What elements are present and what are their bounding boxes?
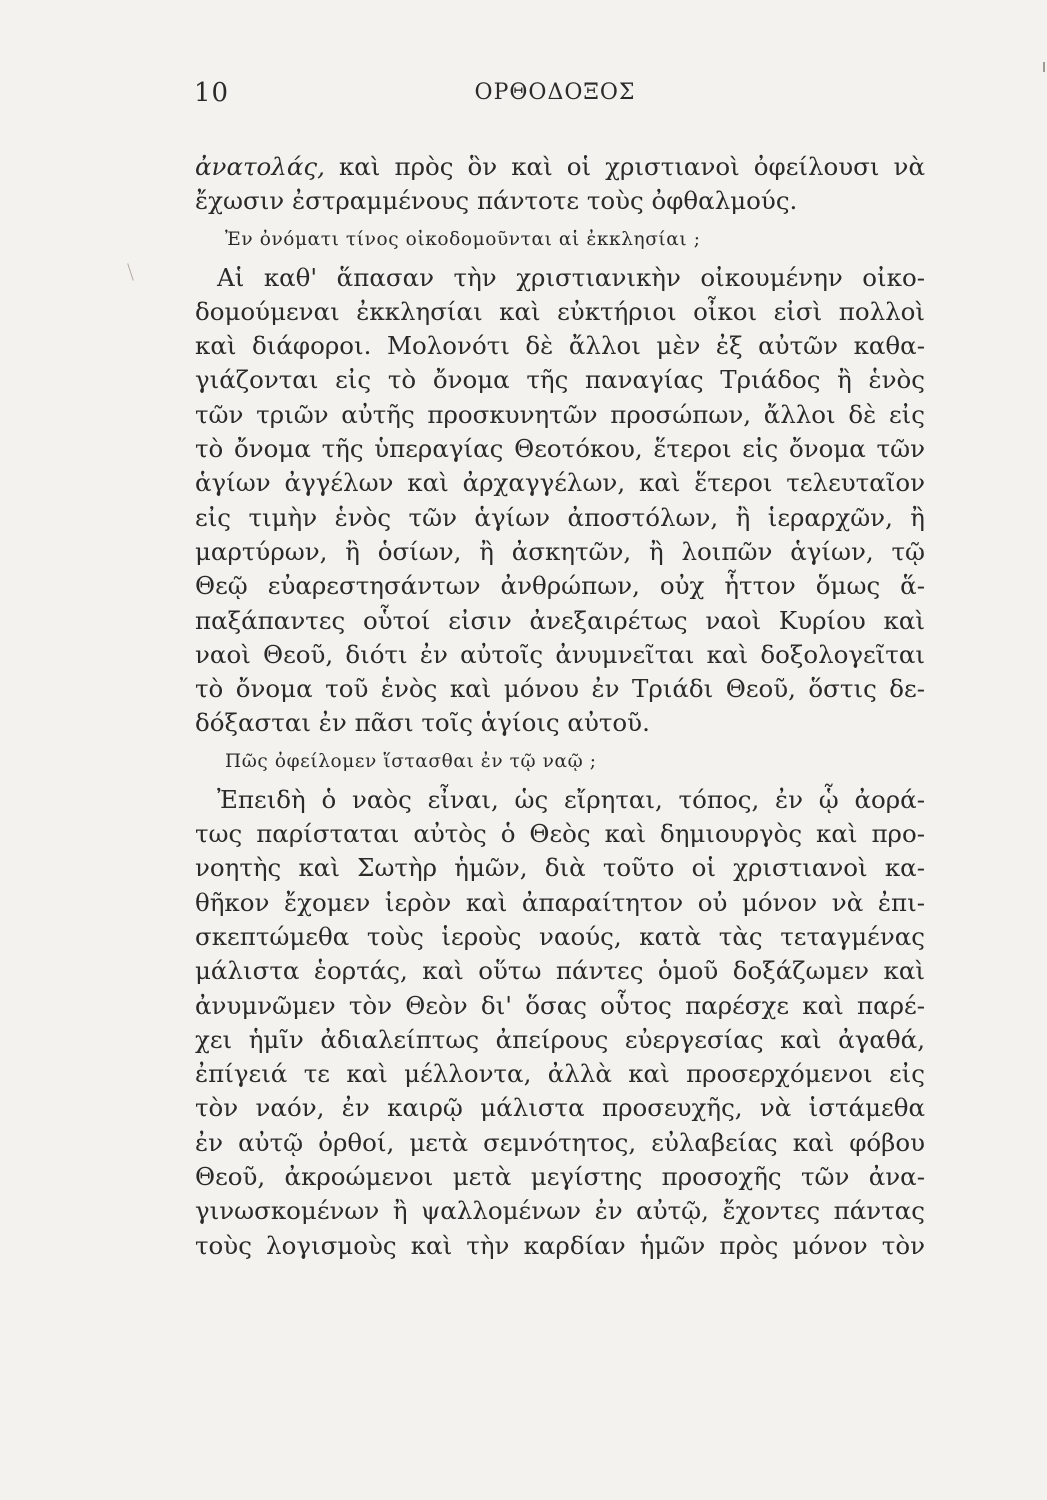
text-line: τὸν ναόν, ἐν καιρῷ μάλιστα προσευχῆς, νὰ ἱστάμεθα [195, 1093, 925, 1123]
page-number: 10 [194, 78, 230, 108]
running-head [190, 78, 920, 118]
text-line: χει ἡμῖν ἀδιαλείπτως ἀπείρους εὐεργεσίας καὶ ἀγαθά, [195, 1024, 925, 1054]
text-line: τὸ ὄνομα τῆς ὑπεραγίας Θεοτόκου, ἕτεροι εἰς ὄνομα τῶν [195, 434, 925, 464]
text-line [195, 150, 925, 184]
text-line: τῶν τριῶν αὐτῆς προσκυνητῶν προσώπων, ἄλλοι δὲ εἰς [195, 399, 925, 429]
text-line: τὸ ὄνομα τοῦ ἑνὸς καὶ μόνου ἐν Τριάδι Θεοῦ, ὅστις δε- [195, 674, 925, 704]
text-line: μαρτύρων, ἢ ὁσίων, ἢ ἀσκητῶν, ἢ λοιπῶν ἁγίων, τῷ [195, 536, 925, 566]
paragraph-first-line: Ἐπειδὴ ὁ ναὸς εἶναι, ὡς εἴρηται, τόπος, ἐν ᾧ ἀορά- [217, 784, 925, 814]
text-line: τοὺς λογισμοὺς καὶ τὴν καρδίαν ἡμῶν πρὸς μόνον τὸν [195, 1230, 925, 1260]
text-line: Θεοῦ, ἀκροώμενοι μετὰ μεγίστης προσοχῆς τῶν ἀνα- [195, 1162, 925, 1192]
text-line: σκεπτώμεθα τοὺς ἱεροὺς ναούς, κατὰ τὰς τεταγμένας [195, 921, 925, 951]
text-line: ἁγίων ἀγγέλων καὶ ἀρχαγγέλων, καὶ ἕτεροι τελευταῖον [195, 468, 925, 498]
edge-mark [1043, 62, 1045, 72]
text-line: γινωσκομένων ἢ ψαλλομένων ἐν αὐτῷ, ἔχοντες πάντας [195, 1196, 925, 1226]
body-text [195, 150, 925, 1263]
line-remainder: καὶ πρὸς ὃν καὶ οἱ χριστιανοὶ ὀφείλουσι νὰ [338, 152, 925, 181]
text-line: δομούμεναι ἐκκλησίαι καὶ εὐκτήριοι οἶκοι εἰσὶ πολλοὶ [195, 296, 925, 326]
text-line: ἐν αὐτῷ ὀρθοί, μετὰ σεμνότητος, εὐλαβείας καὶ φόβου [195, 1127, 925, 1157]
text-line: ναοὶ Θεοῦ, διότι ἐν αὐτοῖς ἀνυμνεῖται καὶ δοξολογεῖται [195, 639, 925, 669]
text-line: ἔχωσιν ἐστραμμένους πάντοτε τοὺς ὀφθαλμούς. [195, 186, 798, 216]
italic-word: ἀνατολάς, [195, 152, 325, 181]
text-line: δόξασται ἐν πᾶσι τοῖς ἁγίοις αὐτοῦ. [195, 708, 650, 738]
text-line: μάλιστα ἑορτάς, καὶ οὕτω πάντες ὁμοῦ δοξάζωμεν καὶ [195, 956, 925, 986]
text-line: εἰς τιμὴν ἑνὸς τῶν ἁγίων ἀποστόλων, ἢ ἱεραρχῶν, ἢ [195, 502, 925, 532]
text-line: καὶ διάφοροι. Μολονότι δὲ ἄλλοι μὲν ἐξ αὐτῶν καθα- [195, 331, 925, 361]
question-heading: Πῶς ὀφείλομεν ἵστασθαι ἐν τῷ ναῷ ; [225, 750, 597, 772]
text-line: ἀνυμνῶμεν τὸν Θεὸν δι' ὅσας οὗτος παρέσχε καὶ παρέ- [195, 990, 925, 1020]
text-line: τως παρίσταται αὐτὸς ὁ Θεὸς καὶ δημιουργὸς καὶ προ- [195, 819, 925, 849]
text-line: Θεῷ εὐαρεστησάντων ἀνθρώπων, οὐχ ἧττον ὅμως ἅ- [195, 571, 925, 601]
question-heading: Ἐν ὀνόματι τίνος οἰκοδομοῦνται αἱ ἐκκλησίαι ; [225, 228, 701, 250]
text-line: ἐπίγειά τε καὶ μέλλοντα, ἀλλὰ καὶ προσερχόμενοι εἰς [195, 1059, 925, 1089]
text-line: γιάζονται εἰς τὸ ὄνομα τῆς παναγίας Τριάδος ἢ ἑνὸς [195, 365, 925, 395]
text-line: νοητὴς καὶ Σωτὴρ ἡμῶν, διὰ τοῦτο οἱ χριστιανοὶ κα- [195, 853, 925, 883]
text-line: παξάπαντες οὗτοί εἰσιν ἀνεξαιρέτως ναοὶ Κυρίου καὶ [195, 605, 925, 635]
text-line: θῆκον ἔχομεν ἱερὸν καὶ ἀπαραίτητον οὐ μόνον νὰ ἐπι- [195, 887, 925, 917]
paragraph-first-line: Αἱ καθ' ἅπασαν τὴν χριστιανικὴν οἰκουμένην οἰκο- [217, 262, 925, 292]
running-title: ΟΡΘΟΔΟΞΟΣ [474, 80, 636, 105]
paper-mark [127, 263, 134, 280]
